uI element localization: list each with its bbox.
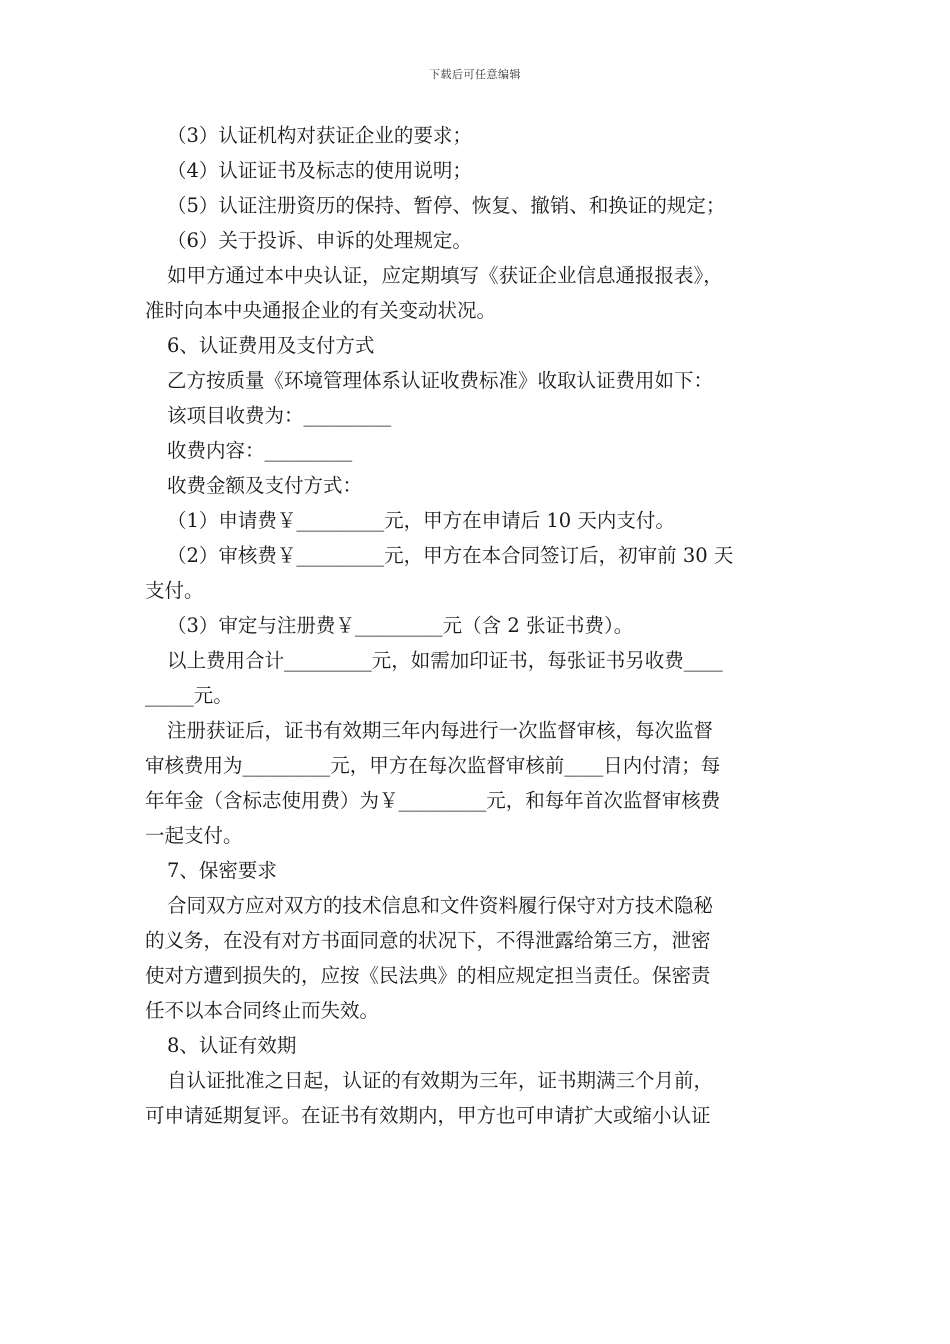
fee-item-2: （2）审核费￥_________元，甲方在本合同签订后，初审前 30 天 [167, 544, 734, 567]
paragraph-line: 使对方遭到损失的，应按《民法典》的相应规定担当责任。保密责 [145, 964, 711, 987]
section-heading-7: 7、保密要求 [167, 859, 277, 882]
section-heading-6: 6、认证费用及支付方式 [167, 334, 375, 357]
paragraph-line: 准时向本中央通报企业的有关变动状况。 [145, 299, 497, 322]
section-heading-8: 8、认证有效期 [167, 1034, 297, 1057]
paragraph-line: 自认证批准之日起，认证的有效期为三年，证书期满三个月前， [167, 1069, 714, 1092]
paragraph-line: _____元。 [145, 684, 233, 707]
paragraph-line: 如甲方通过本中央认证，应定期填写《获证企业信息通报报表》， [167, 264, 723, 287]
paragraph-line: 可申请延期复评。在证书有效期内，甲方也可申请扩大或缩小认证 [145, 1104, 711, 1127]
item-5-line: （5）认证注册资历的保持、暂停、恢复、撤销、和换证的规定； [167, 194, 726, 217]
paragraph-line: 任不以本合同终止而失效。 [145, 999, 380, 1022]
paragraph-line: 以上费用合计_________元，如需加印证书，每张证书另收费____ [167, 649, 723, 672]
paragraph-line: 审核费用为_________元，甲方在每次监督审核前____日内付清；每 [145, 754, 721, 777]
item-6-line: （6）关于投诉、申诉的处理规定。 [167, 229, 472, 252]
fee-content-line: 收费内容：_________ [167, 439, 353, 462]
header-note: 下载后可任意编辑 [429, 68, 521, 81]
document-body [145, 118, 810, 1133]
paragraph-line: 年年金（含标志使用费）为￥_________元，和每年首次监督审核费 [145, 789, 721, 812]
paragraph-line: 合同双方应对双方的技术信息和文件资料履行保守对方技术隐秘 [167, 894, 714, 917]
paragraph-line: 乙方按质量《环境管理体系认证收费标准》收取认证费用如下： [167, 369, 714, 392]
fee-item-2-cont: 支付。 [145, 579, 204, 602]
fee-item-1: （1）申请费￥_________元，甲方在申请后 10 天内支付。 [167, 509, 675, 532]
paragraph-line: 的义务，在没有对方书面同意的状况下，不得泄露给第三方，泄密 [145, 929, 711, 952]
fee-item-3: （3）审定与注册费￥_________元（含 2 张证书费）。 [167, 614, 634, 637]
paragraph-line: 注册获证后，证书有效期三年内每进行一次监督审核，每次监督 [167, 719, 714, 742]
item-4-line: （4）认证证书及标志的使用说明； [167, 159, 472, 182]
paragraph-line: 一起支付。 [145, 824, 243, 847]
fee-total-line: 该项目收费为：_________ [167, 404, 392, 427]
item-3-line: （3）认证机构对获证企业的要求； [167, 124, 472, 147]
fee-payment-heading: 收费金额及支付方式： [167, 474, 363, 497]
